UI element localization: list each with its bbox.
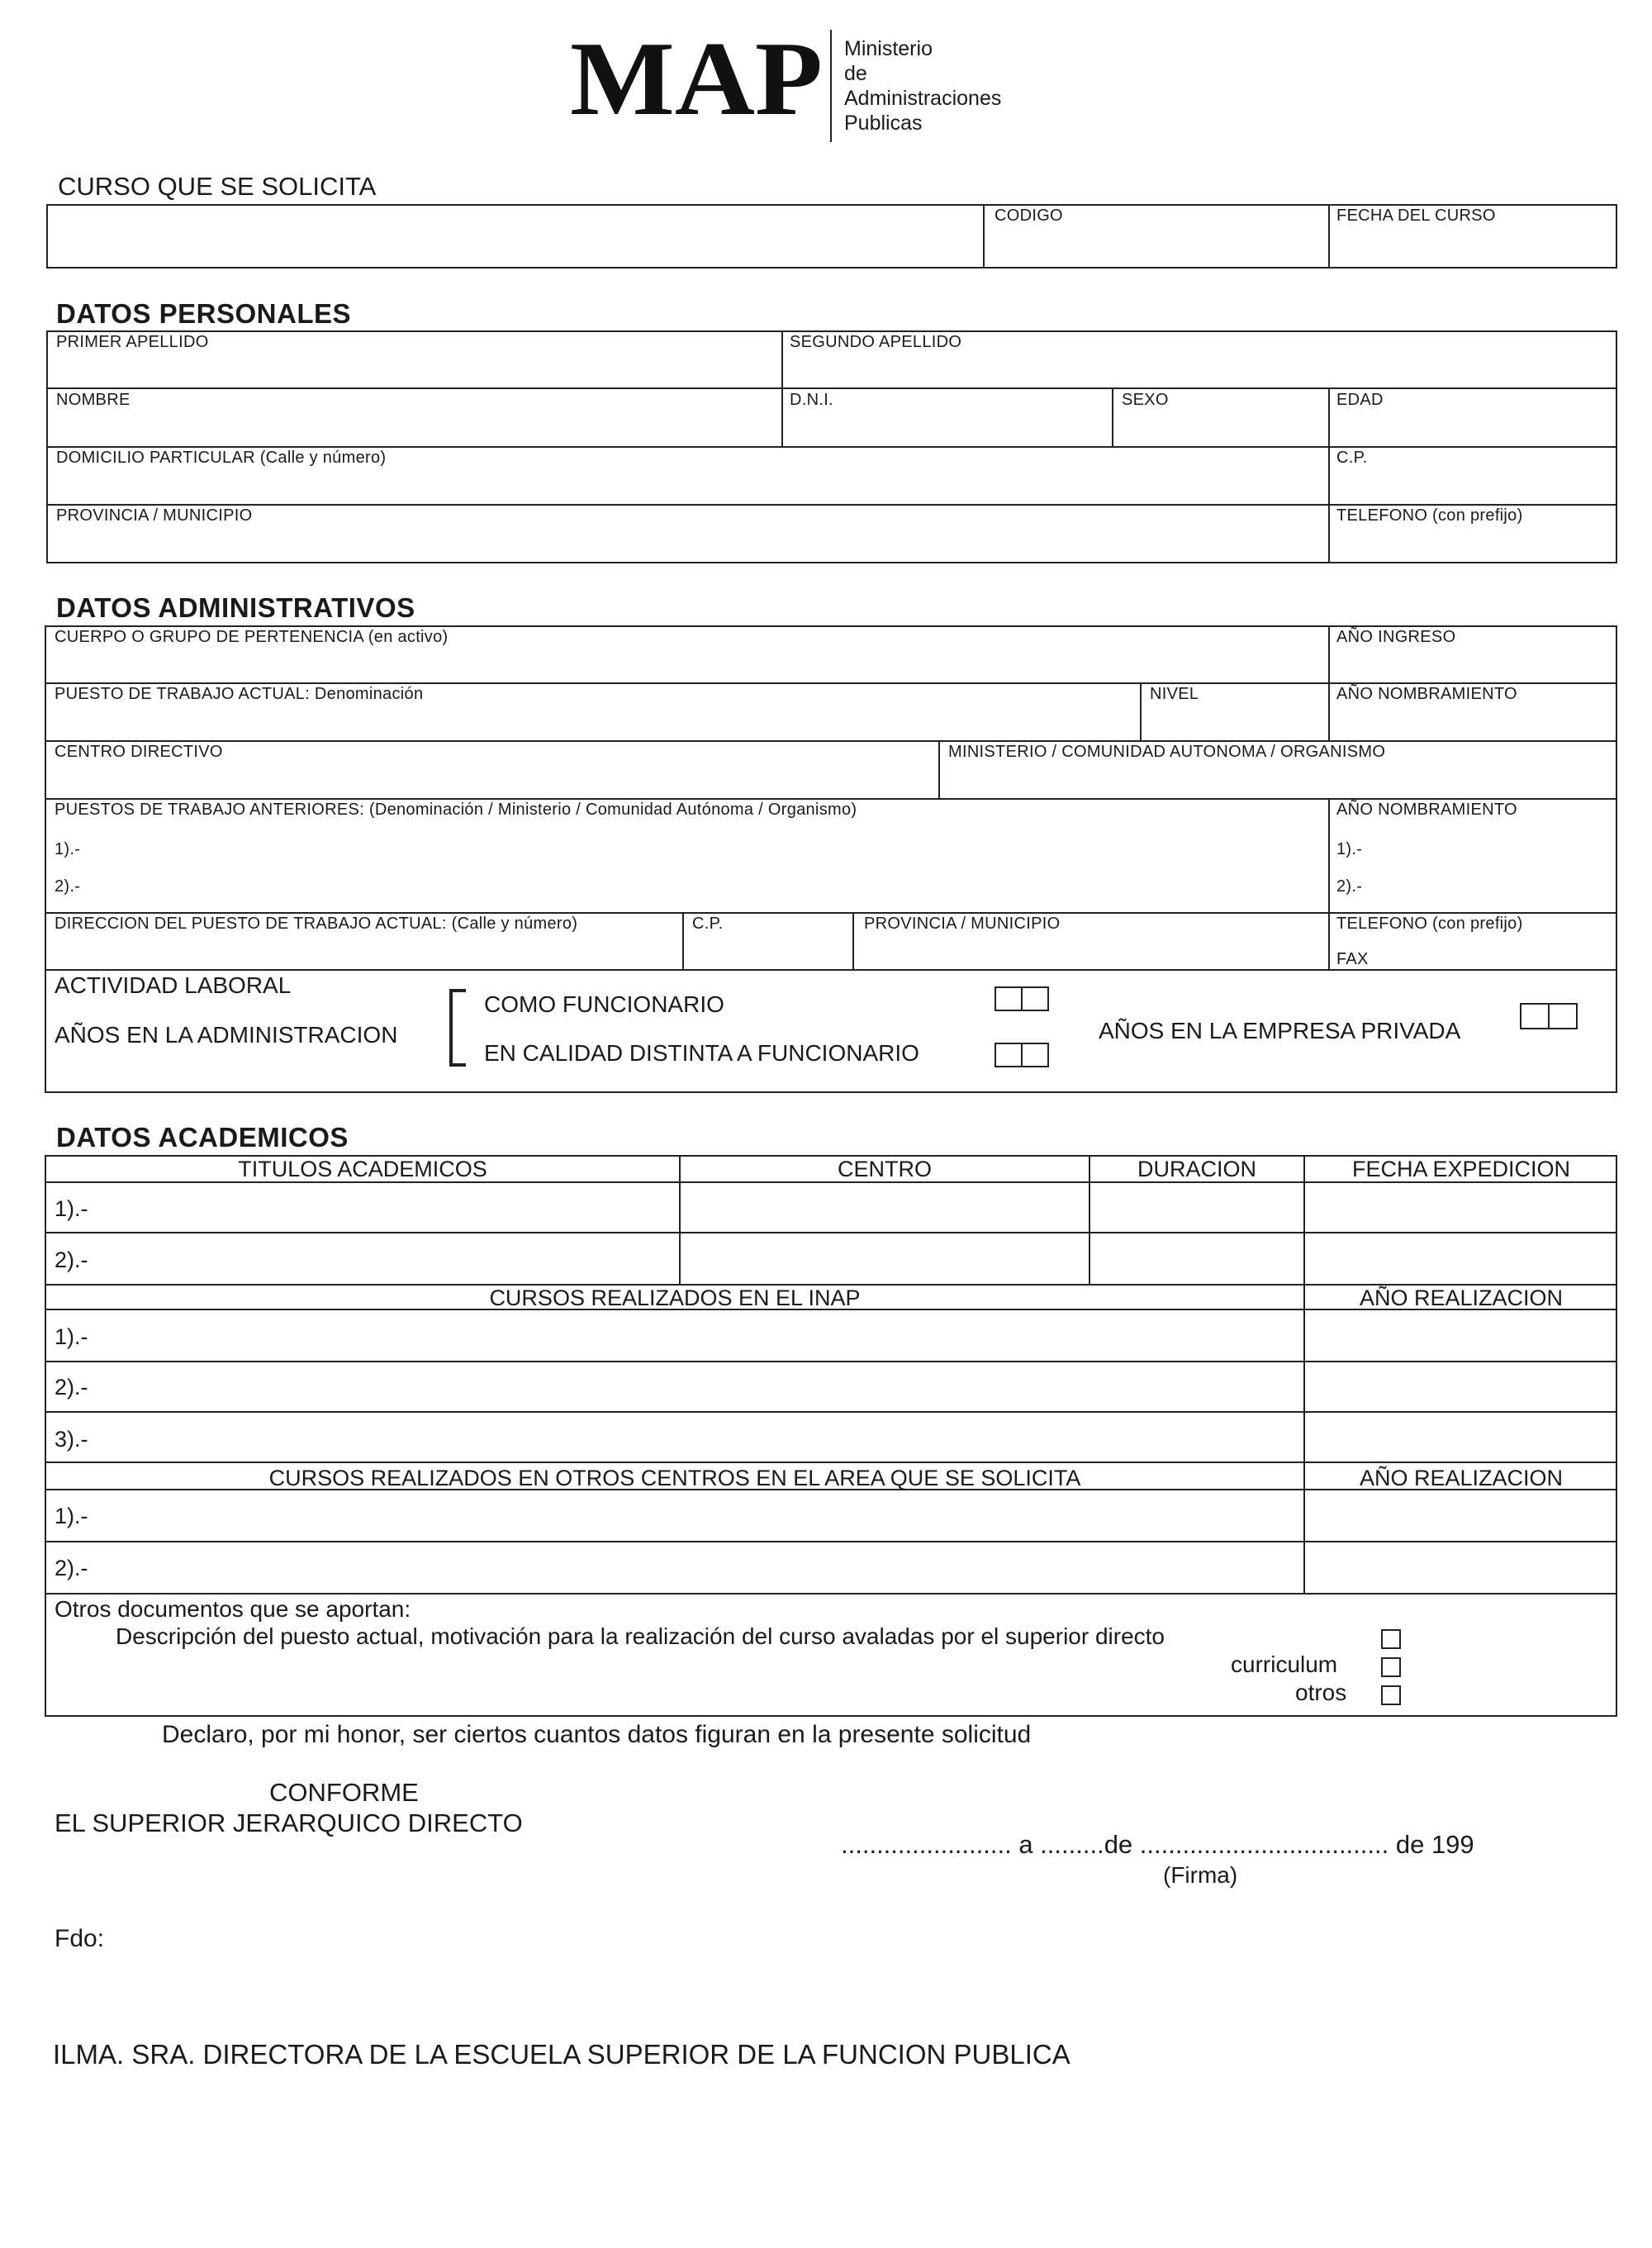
direccion-label: DIRECCION DEL PUESTO DE TRABAJO ACTUAL: (Calle y número) <box>55 915 578 933</box>
funcionario-years-box-1[interactable] <box>995 986 1023 1011</box>
titulo-row-1-input[interactable] <box>99 1185 676 1229</box>
inap-row-1-input[interactable] <box>99 1312 1300 1358</box>
inap-row-1-anio-input[interactable] <box>1307 1312 1614 1358</box>
inap-row-2-input[interactable] <box>99 1364 1300 1409</box>
anio-nombramiento-item-1: 1).- <box>1336 840 1363 858</box>
col-centro-header: CENTRO <box>838 1157 932 1181</box>
svg-text:MAP: MAP <box>570 25 823 124</box>
descripcion-label: Descripción del puesto actual, motivación para la realización del curso avaladas por el superior directo <box>116 1623 1165 1649</box>
ministry-line-4: Publicas <box>844 112 923 135</box>
academicos-title: DATOS ACADEMICOS <box>56 1122 349 1153</box>
otros-centros-header: CURSOS REALIZADOS EN OTROS CENTROS EN EL AREA QUE SE SOLICITA <box>268 1466 1081 1490</box>
admin-row-line-5 <box>45 969 1617 971</box>
header-divider <box>830 30 832 142</box>
ministerio-input[interactable] <box>943 763 1614 796</box>
centro-directivo-label: CENTRO DIRECTIVO <box>55 743 223 761</box>
otros-row-2-num: 2).- <box>55 1556 88 1580</box>
col-fecha-header: FECHA EXPEDICION <box>1351 1157 1571 1181</box>
fecha-curso-label: FECHA DEL CURSO <box>1336 207 1496 225</box>
admin-vline-provincia <box>852 912 854 969</box>
curso-divider-1 <box>983 204 985 269</box>
inap-anio-header: AÑO REALIZACION <box>1359 1286 1564 1310</box>
admin-row-line-4 <box>45 912 1617 914</box>
anio-nombramiento-2-input[interactable] <box>1373 872 1612 908</box>
ministry-name <box>844 36 1001 135</box>
fecha-row-1-input[interactable] <box>1307 1185 1614 1229</box>
anios-privada-label: AÑOS EN LA EMPRESA PRIVADA <box>1099 1018 1461 1043</box>
otros-checkbox[interactable] <box>1381 1685 1401 1705</box>
acad-line-inap-2 <box>45 1411 1617 1413</box>
administrativos-title: DATOS ADMINISTRATIVOS <box>56 592 415 623</box>
map-logo <box>570 25 834 124</box>
admin-cp-input[interactable] <box>687 935 849 967</box>
otros-row-1-input[interactable] <box>99 1492 1300 1538</box>
documentos-title: Otros documentos que se aportan: <box>55 1596 411 1622</box>
domicilio-label: DOMICILIO PARTICULAR (Calle y número) <box>56 449 387 467</box>
privada-years-box-1[interactable] <box>1520 1003 1550 1029</box>
duracion-row-1-input[interactable] <box>1092 1185 1300 1229</box>
curriculum-checkbox[interactable] <box>1381 1657 1401 1677</box>
nombre-label: NOMBRE <box>56 391 131 409</box>
titulo-row-2-num: 2).- <box>55 1248 88 1272</box>
bracket-icon <box>446 988 471 1067</box>
provincia-label: PROVINCIA / MUNICIPIO <box>56 506 253 525</box>
distinta-years-box-2[interactable] <box>1021 1043 1049 1067</box>
admin-cp-label: C.P. <box>692 915 724 933</box>
admin-row-line-3 <box>45 798 1617 800</box>
sexo-label: SEXO <box>1122 391 1169 409</box>
acad-line-row1 <box>45 1232 1617 1233</box>
cuerpo-label: CUERPO O GRUPO DE PERTENENCIA (en activo) <box>55 628 449 646</box>
puesto-anterior-2-input[interactable] <box>91 872 1322 908</box>
admin-row-line-1 <box>45 682 1617 684</box>
anio-nombramiento-2-label: AÑO NOMBRAMIENTO <box>1336 801 1517 819</box>
inap-row-1-num: 1).- <box>55 1324 88 1349</box>
personales-title: DATOS PERSONALES <box>56 298 351 329</box>
admin-row-line-2 <box>45 740 1617 742</box>
telefono-input[interactable] <box>1333 527 1614 560</box>
domicilio-input[interactable] <box>50 469 1325 502</box>
anio-ingreso-input[interactable] <box>1333 649 1614 680</box>
segundo-apellido-label: SEGUNDO APELLIDO <box>790 333 962 351</box>
fax-input[interactable] <box>1388 950 1614 967</box>
titulo-row-1-num: 1).- <box>55 1196 88 1221</box>
curso-input[interactable] <box>50 207 981 266</box>
otros-row-2-input[interactable] <box>99 1544 1300 1592</box>
admin-vline-cp <box>682 912 684 969</box>
otros-anio-header: AÑO REALIZACION <box>1359 1466 1564 1490</box>
admin-vline-right-1 <box>1328 625 1330 740</box>
personales-row-line-2 <box>46 446 1617 448</box>
centro-row-1-input[interactable] <box>682 1185 1085 1229</box>
otros-row-2-anio-input[interactable] <box>1307 1544 1614 1592</box>
titulo-row-2-input[interactable] <box>99 1235 676 1281</box>
puesto-anterior-2-label: 2).- <box>55 877 81 896</box>
destinatario-text: ILMA. SRA. DIRECTORA DE LA ESCUELA SUPERIOR DE LA FUNCION PUBLICA <box>53 2039 1070 2070</box>
anio-nombramiento-input[interactable] <box>1333 706 1614 739</box>
inap-row-2-anio-input[interactable] <box>1307 1364 1614 1409</box>
admin-provincia-label: PROVINCIA / MUNICIPIO <box>864 915 1061 933</box>
col-titulos-header: TITULOS ACADEMICOS <box>238 1157 487 1181</box>
centro-row-2-input[interactable] <box>682 1235 1085 1281</box>
personales-vline-3 <box>1328 387 1330 563</box>
personales-row-line-1 <box>46 387 1617 389</box>
descripcion-checkbox[interactable] <box>1381 1629 1401 1649</box>
acad-line-inap-3 <box>45 1461 1617 1463</box>
admin-telefono-label: TELEFONO (con prefijo) <box>1336 915 1523 933</box>
edad-label: EDAD <box>1336 391 1384 409</box>
anios-admin-label: AÑOS EN LA ADMINISTRACION <box>55 1022 398 1048</box>
como-funcionario-label: COMO FUNCIONARIO <box>484 991 724 1017</box>
col-duracion-header: DURACION <box>1137 1157 1256 1181</box>
otros-row-1-num: 1).- <box>55 1504 88 1528</box>
inap-row-2-num: 2).- <box>55 1375 88 1400</box>
dni-input[interactable] <box>786 411 1108 444</box>
fdo-signature-area[interactable] <box>116 1917 694 1958</box>
puesto-actual-input[interactable] <box>48 706 1137 739</box>
acad-line-otros-1 <box>45 1541 1617 1542</box>
funcionario-years-box-2[interactable] <box>1021 986 1049 1011</box>
declaracion-text: Declaro, por mi honor, ser ciertos cuantos datos figuran en la presente solicitud <box>162 1721 1032 1748</box>
codigo-label: CODIGO <box>995 207 1063 225</box>
puestos-anteriores-label: PUESTOS DE TRABAJO ANTERIORES: (Denominación / Ministerio / Comunidad Autónoma / Organismo) <box>55 801 857 819</box>
curso-title: CURSO QUE SE SOLICITA <box>58 172 377 201</box>
fdo-label: Fdo: <box>55 1925 105 1952</box>
fecha-curso-input[interactable] <box>1332 207 1615 266</box>
fecha-row-2-input[interactable] <box>1307 1235 1614 1281</box>
admin-vline-right-2 <box>1328 798 1330 969</box>
cp-input[interactable] <box>1333 469 1614 502</box>
edad-input[interactable] <box>1333 411 1614 444</box>
ministry-line-2: de <box>844 62 867 85</box>
admin-vline-nivel <box>1140 682 1142 740</box>
telefono-label: TELEFONO (con prefijo) <box>1336 506 1523 525</box>
duracion-row-2-input[interactable] <box>1092 1235 1300 1281</box>
curso-divider-2 <box>1328 204 1330 269</box>
direccion-input[interactable] <box>48 935 679 967</box>
actividad-label: ACTIVIDAD LABORAL <box>55 972 292 998</box>
fecha-firma-line[interactable]: ........................ a .........de ................................... de 199 <box>841 1830 1474 1859</box>
ministerio-label: MINISTERIO / COMUNIDAD AUTONOMA / ORGANISMO <box>948 743 1386 761</box>
centro-directivo-input[interactable] <box>48 763 935 796</box>
puesto-anterior-1-input[interactable] <box>91 834 1322 867</box>
anio-nombramiento-label: AÑO NOMBRAMIENTO <box>1336 685 1517 703</box>
ministry-line-1: Ministerio <box>844 37 933 60</box>
superior-label: EL SUPERIOR JERARQUICO DIRECTO <box>55 1808 523 1837</box>
acad-line-inap-1 <box>45 1361 1617 1362</box>
ministry-line-3: Administraciones <box>844 87 1002 110</box>
conforme-label: CONFORME <box>269 1778 419 1807</box>
inap-row-3-num: 3).- <box>55 1427 88 1452</box>
inap-header: CURSOS REALIZADOS EN EL INAP <box>489 1286 861 1310</box>
nivel-label: NIVEL <box>1150 685 1199 703</box>
puesto-actual-label: PUESTO DE TRABAJO ACTUAL: Denominación <box>55 685 424 703</box>
privada-years-box-2[interactable] <box>1548 1003 1578 1029</box>
primer-apellido-input[interactable] <box>50 354 778 385</box>
acad-vline-fecha <box>1303 1155 1305 1595</box>
dni-label: D.N.I. <box>790 391 833 409</box>
admin-telefono-input[interactable] <box>1333 934 1614 948</box>
nivel-input[interactable] <box>1145 706 1325 739</box>
anio-nombramiento-1-input[interactable] <box>1373 834 1612 867</box>
otros-label: otros <box>1295 1680 1347 1705</box>
fax-label: FAX <box>1336 950 1369 968</box>
admin-vline-ministerio <box>938 740 940 798</box>
personales-vline-1 <box>781 330 783 446</box>
primer-apellido-label: PRIMER APELLIDO <box>56 333 209 351</box>
curriculum-label: curriculum <box>1231 1652 1338 1677</box>
anio-ingreso-label: AÑO INGRESO <box>1336 628 1456 646</box>
provincia-input[interactable] <box>50 527 1325 560</box>
inap-row-3-input[interactable] <box>99 1414 1300 1459</box>
cuerpo-input[interactable] <box>48 649 1325 680</box>
firma-label: (Firma) <box>1163 1862 1238 1888</box>
admin-provincia-input[interactable] <box>857 935 1325 967</box>
cp-label: C.P. <box>1336 449 1368 467</box>
anio-nombramiento-item-2: 2).- <box>1336 877 1363 896</box>
segundo-apellido-input[interactable] <box>786 354 1614 385</box>
sexo-input[interactable] <box>1117 411 1325 444</box>
puesto-anterior-1-label: 1).- <box>55 840 81 858</box>
codigo-input[interactable] <box>986 207 1327 266</box>
personales-row-line-3 <box>46 504 1617 506</box>
distinta-years-box-1[interactable] <box>995 1043 1023 1067</box>
otros-row-1-anio-input[interactable] <box>1307 1492 1614 1538</box>
personales-vline-2 <box>1112 387 1113 446</box>
map-logo-graphic <box>570 25 834 124</box>
calidad-distinta-label: EN CALIDAD DISTINTA A FUNCIONARIO <box>484 1040 919 1066</box>
inap-row-3-anio-input[interactable] <box>1307 1414 1614 1459</box>
nombre-input[interactable] <box>50 411 778 444</box>
